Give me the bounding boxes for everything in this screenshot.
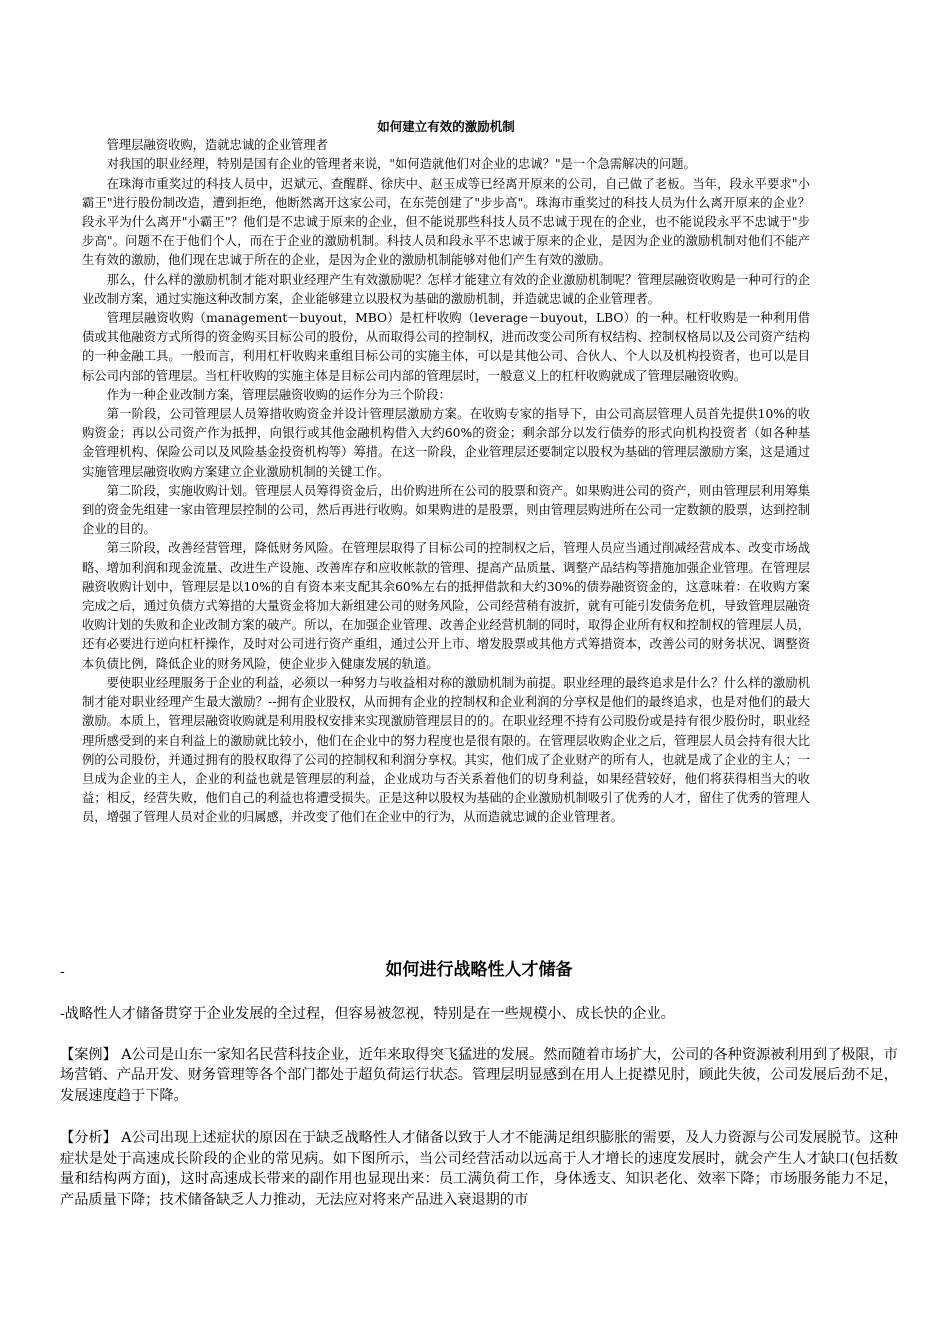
lead-paragraph: -战略性人才储备贯穿于企业发展的全过程，但容易被忽视，特别是在一些规模小、成长快的企业。: [60, 1006, 675, 1022]
article-title: 如何建立有效的激励机制: [377, 119, 515, 134]
case-paragraph: 【案例】 A公司是山东一家知名民营科技企业，近年来取得突飞猛进的发展。然而随着市场扩大，公司的各种资源被利用到了极限，市场营销、产品开发、财务管理等各个部门都处于超负荷运行状态。管理层明显感到在用人上捉襟见肘，顾此失彼，公司发展后劲不足，发展速度趋于下降。: [60, 1046, 898, 1104]
section-title: 如何进行战略性人才储备: [385, 960, 573, 980]
article-paragraph: 作为一种企业改制方案，管理层融资收购的运作分为三个阶段：: [106, 387, 451, 402]
article-paragraph: 第一阶段，公司管理层人员筹措收购资金并设计管理层激励方案。在收购专家的指导下，由公司高层管理人员首先提供10%的收购资金；再以公司资产作为抵押，向银行或其他金融机构借入大约60%的资金；剩余部分以发行债券的形式向机构投资者（如各种基金管理机构、保险公司以及风险基金投资机构等）筹措。在这一阶段，企业管理层还要制定以股权为基础的管理层激励方案，这是通过实施管理层融资收购方案建立企业激励机制的关键工作。: [82, 407, 810, 479]
article-paragraph: 那么，什么样的激励机制才能对职业经理产生有效激励呢？怎样才能建立有效的企业激励机制呢？管理层融资收购是一种可行的企业改制方案，通过实施这种改制方案，企业能够建立以股权为基础的激励机制，并造就忠诚的企业管理者。: [82, 272, 810, 306]
article-paragraph: 第三阶段，改善经营管理，降低财务风险。在管理层取得了目标公司的控制权之后，管理人员应当通过削减经营成本、改变市场战略、增加利润和现金流量、改进生产设施、改善库存和应收帐款的管理、提高产品质量、调整产品结构等措施加强企业管理。在管理层融资收购计划中，管理层是以10%的自有资本来支配其余60%左右的抵押借款和大约30%的债券融资资金的，这意味着：在收购方案完成之后，通过负债方式筹措的大量资金将加大新组建公司的财务风险，公司经营稍有波折，就有可能引发债务危机，导致管理层融资收购计划的失败和企业改制方案的破产。所以，在加强企业管理、改善企业经营机制的同时，取得企业所有权和控制权的管理层人员，还有必要进行逆向杠杆操作，及时对公司进行资产重组，通过公开上市、增发股票或其他方式筹措资本，改善公司的财务状况、调整资本负债比例，降低企业的财务风险，使企业步入健康发展的轨道。: [82, 541, 810, 671]
article-paragraph: 对我国的职业经理，特别是国有企业的管理者来说，"如何造就他们对企业的忠诚？"是一个急需解决的问题。: [106, 157, 696, 172]
heading-dash: -: [60, 964, 65, 980]
article-paragraph: 管理层融资收购，造就忠诚的企业管理者: [106, 138, 328, 153]
article-paragraph: 在珠海市重奖过的科技人员中，迟斌元、查醒群、徐庆中、赵玉成等已经离开原来的公司，自己做了老板。当年，段永平要求"小霸王"进行股份制改造，遭到拒绝，他断然离开这家公司，在东莞创建了"步步高"。珠海市重奖过的科技人员为什么离开原来的企业？段永平为什么离开"小霸王"？他们是不忠诚于原来的企业，但不能说那些科技人员不忠诚于现在的企业，也不能说段永平不忠诚于"步步高"。问题不在于他们个人，而在于企业的激励机制。科技人员和段永平不忠诚于原来的企业，是因为企业的激励机制对他们不能产生有效的激励，他们现在忠诚于所在的企业，是因为企业的激励机制能够对他们产生有效的激励。: [82, 176, 810, 268]
article-paragraph: 第二阶段，实施收购计划。管理层人员筹得资金后，出价购进所在公司的股票和资产。如果购进公司的资产，则由管理层利用筹集到的资金先组建一家由管理层控制的公司，然后再进行收购。如果购进的是股票，则由管理层购进所在公司一定数额的股票，达到控制企业的目的。: [82, 483, 810, 537]
article-paragraph: 管理层融资收购（management－buyout，MBO）是杠杆收购（leverage－buyout，LBO）的一种。杠杆收购是一种利用借债或其他融资方式所得的资金购买目标公司的股份，从而取得公司的控制权，进而改变公司所有权结构、控制权格局以及公司资产结构的一种金融工具。一般而言，利用杠杆收购来重组目标公司的实施主体，可以是其他公司、合伙人、个人以及机构投资者，也可以是目标公司内部的管理层。当杠杆收购的实施主体是目标公司内部的管理层时，一般意义上的杠杆收购就成了管理层融资收购。: [82, 311, 810, 383]
article-incentive-mechanism: [82, 117, 810, 828]
article-paragraph: 要使职业经理服务于企业的利益，必须以一种努力与收益相对称的激励机制为前提。职业经理的最终追求是什么？什么样的激励机制才能对职业经理产生最大激励？--拥有企业股权，从而拥有企业的控制权和企业利润的分享权是他们的最终追求，也是对他们的最大激励。本质上，管理层融资收购就是利用股权安排来实现激励管理层目的的。在职业经理不持有公司股份或是持有很少股份时，职业经理所感受到的来自利益上的激励就比较小，他们在企业中的努力程度也是很有限的。在管理层收购企业之后，管理层人员会持有很大比例的公司股份，并通过拥有的股权取得了公司的控制权和利润分享权。其实，他们成了企业财产的所有人，也就是成了企业的主人；一旦成为企业的主人，企业的利益也就是管理层的利益，企业成功与否关系着他们的切身利益，如果经营较好，他们将获得相当大的收益；相反，经营失败，他们自己的利益也将遭受损失。正是这种以股权为基础的企业激励机制吸引了优秀的人才，留住了优秀的管理人员，增强了管理人员对企业的归属感，并改变了他们在企业中的行为，从而造就忠诚的企业管理者。: [82, 675, 810, 825]
article-talent-reserve: [60, 960, 898, 1210]
section-heading-row: [60, 960, 898, 990]
analysis-paragraph: 【分析】 A公司出现上述症状的原因在于缺乏战略性人才储备以致于人才不能满足组织膨胀的需要，及人力资源与公司发展脱节。这种症状是处于高速成长阶段的企业的常见病。如下图所示，当公司经营活动以远高于人才增长的速度发展时，就会产生人才缺口(包括数量和结构两方面)，这时高速成长带来的副作用也显现出来：员工满负荷工作，身体透支、知识老化、效率下降；市场服务能力不足，产品质量下降；技术储备缺乏人力推动，无法应对将来产品进入衰退期的市: [60, 1130, 898, 1208]
